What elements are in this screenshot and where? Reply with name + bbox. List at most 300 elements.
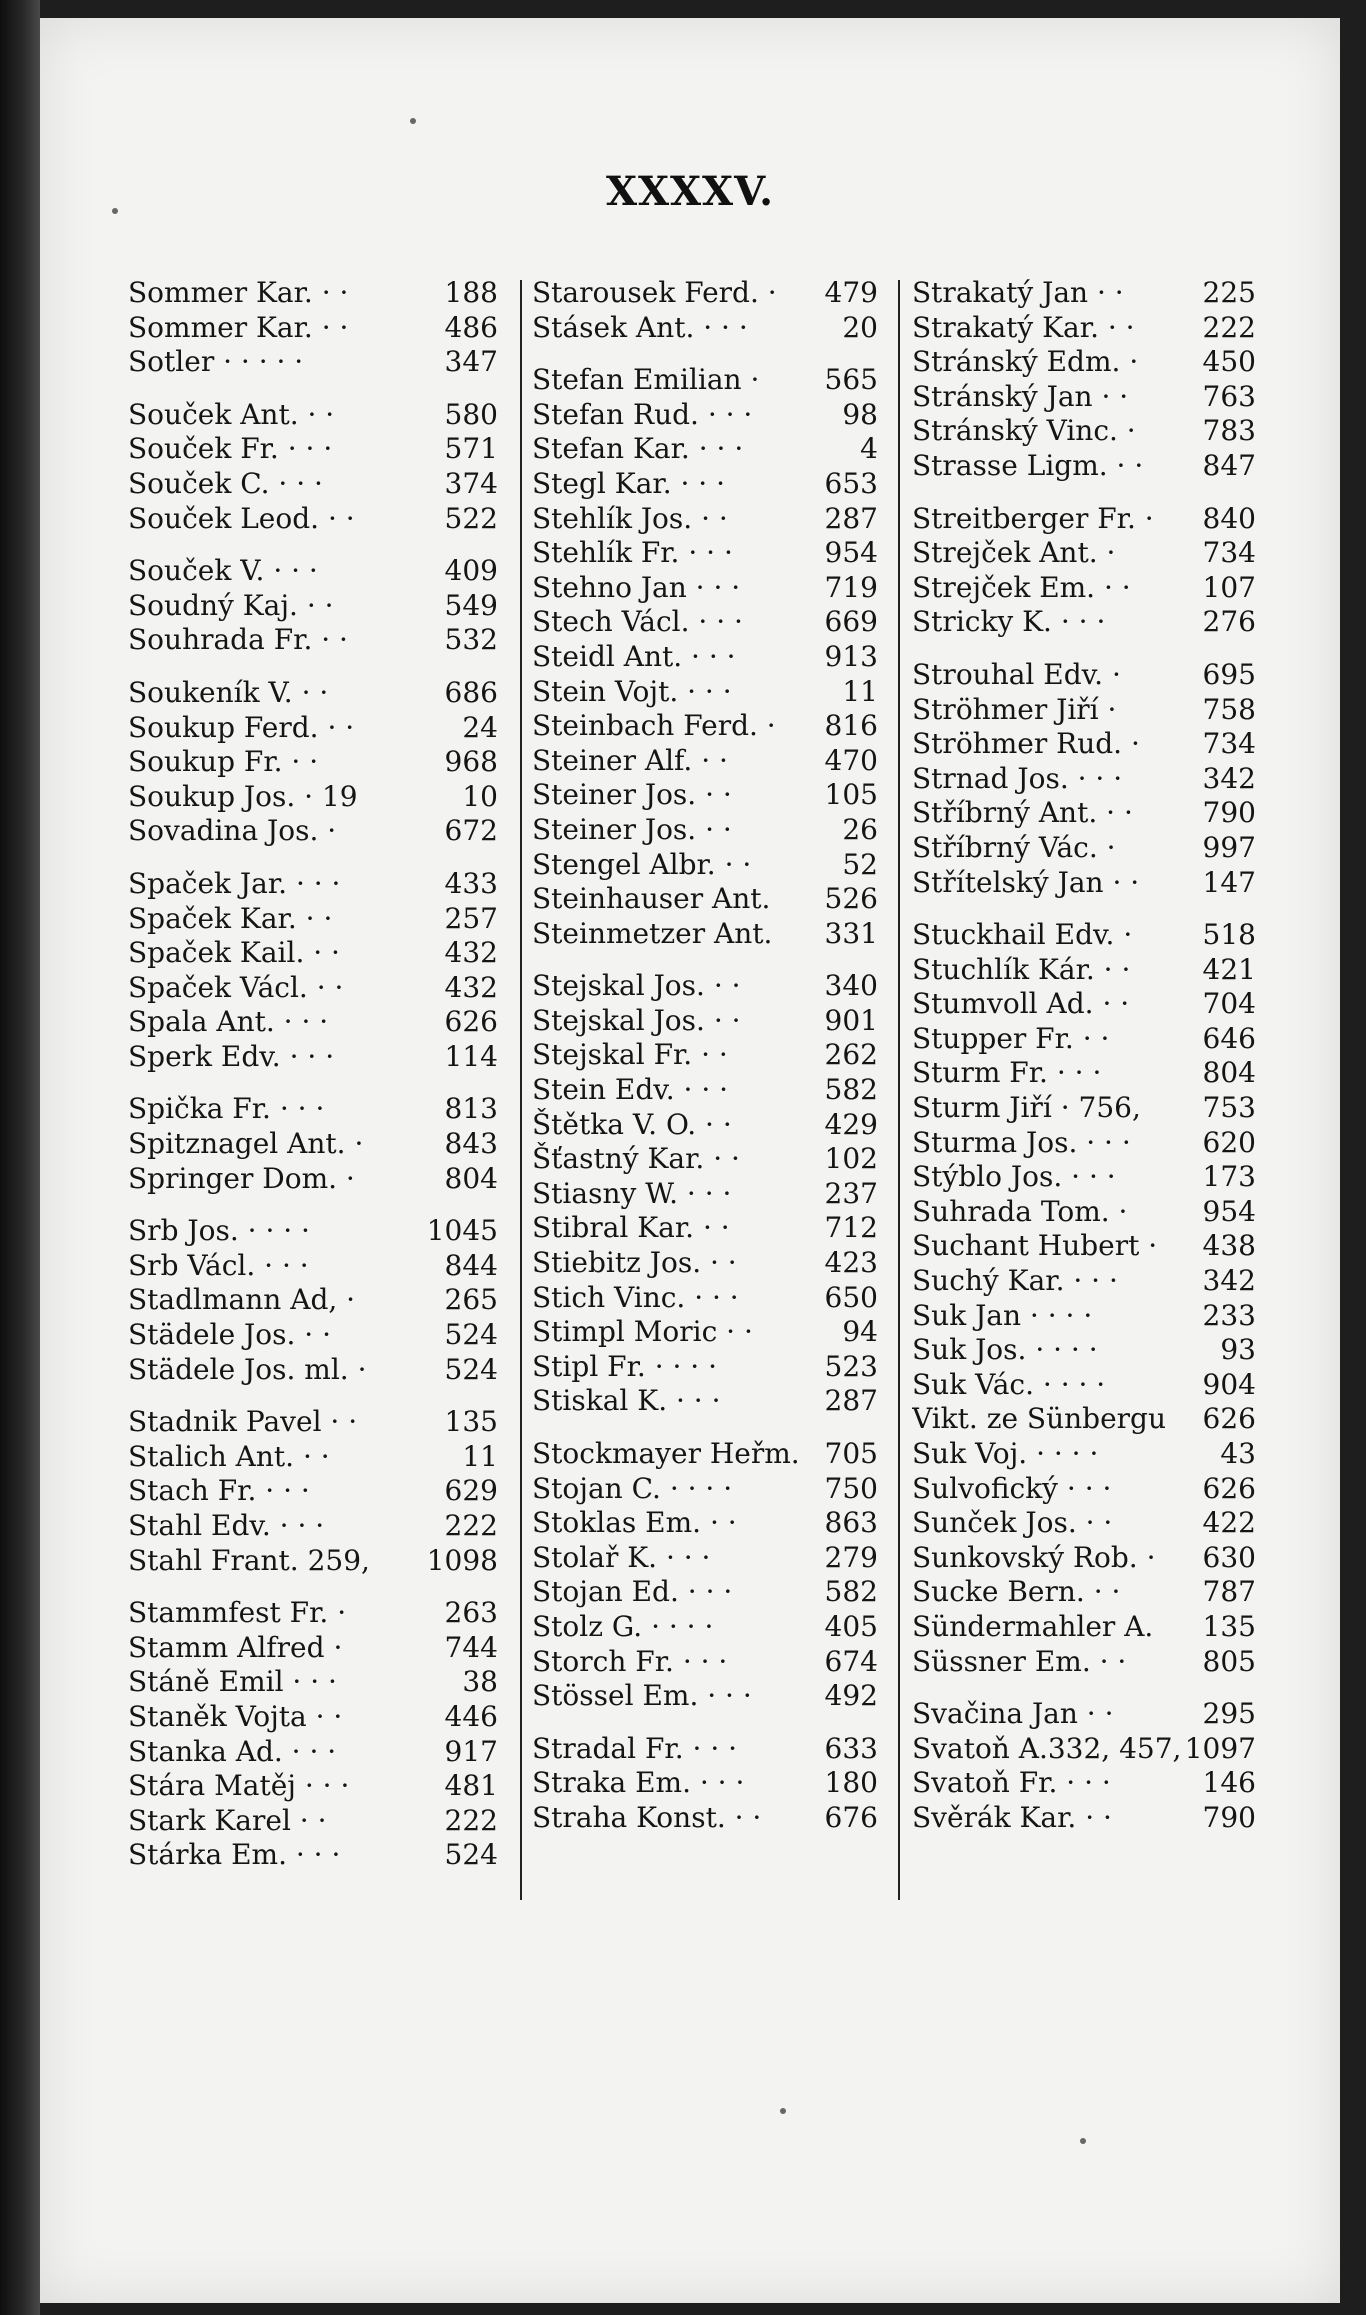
index-entry	[912, 311, 1256, 346]
entry-page-number: 674	[824, 1644, 878, 1678]
index-entry	[912, 502, 1256, 537]
index-entry	[912, 1506, 1256, 1541]
index-entry	[912, 658, 1256, 693]
entry-page-number: 524	[444, 1352, 498, 1386]
index-entry	[912, 1091, 1256, 1126]
entry-name: Spaček Václ. · ·	[128, 970, 344, 1004]
entry-name: Sündermahler A.	[912, 1609, 1154, 1643]
entry-name: Stefan Kar. · · ·	[532, 432, 744, 466]
entry-page-number: 340	[824, 969, 878, 1003]
entry-name: Svatoň A.332, 457,	[912, 1731, 1182, 1765]
entry-page-number: 719	[824, 570, 878, 604]
entry-name: Strejček Ant. ·	[912, 536, 1116, 570]
index-entry	[128, 1127, 498, 1162]
entry-name: Staněk Vojta · ·	[128, 1699, 343, 1733]
entry-name: Stark Karel · ·	[128, 1803, 327, 1837]
index-entry	[128, 1405, 498, 1440]
page	[40, 18, 1340, 2303]
entry-page-number: 446	[444, 1699, 498, 1733]
paper-speck	[780, 2108, 786, 2114]
index-entry	[128, 814, 498, 849]
entry-page-number: 653	[824, 466, 878, 500]
entry-page-number: 26	[842, 812, 878, 846]
entry-page-number: 10	[462, 779, 498, 813]
entry-page-number: 409	[444, 554, 498, 588]
index-entry	[128, 1440, 498, 1475]
index-entry	[128, 676, 498, 711]
index-entry	[128, 867, 498, 902]
entry-name: Sucke Bern. · ·	[912, 1575, 1121, 1609]
index-entry	[128, 1665, 498, 1700]
index-entry	[128, 1092, 498, 1127]
entry-name: Stadnik Pavel · ·	[128, 1405, 358, 1439]
entry-name: Stránský Vinc. ·	[912, 414, 1136, 448]
entry-page-number: 904	[1202, 1367, 1256, 1401]
index-entry	[912, 1541, 1256, 1576]
entry-name: Sperk Edv. · · ·	[128, 1039, 335, 1073]
entry-name: Stimpl Moric · ·	[532, 1315, 753, 1349]
entry-name: Ströhmer Jiří ·	[912, 692, 1117, 726]
entry-page-number: 423	[824, 1246, 878, 1280]
entry-page-number: 646	[1202, 1021, 1256, 1055]
entry-page-number: 744	[444, 1630, 498, 1664]
index-entry	[912, 345, 1256, 380]
entry-page-number: 257	[444, 901, 498, 935]
entry-name: Steiner Jos. · ·	[532, 778, 732, 812]
entry-name: Souček V. · · ·	[128, 554, 318, 588]
entry-name: Stricky K. · · ·	[912, 605, 1106, 639]
entry-page-number: 222	[444, 1509, 498, 1542]
index-entry	[912, 796, 1256, 831]
entry-name: Suk Jos. · · · ·	[912, 1333, 1098, 1367]
index-entry	[532, 1801, 878, 1836]
index-entry	[532, 1350, 878, 1385]
index-entry	[912, 414, 1256, 449]
entry-page-number: 225	[1202, 276, 1256, 309]
entry-name: Stamm Alfred ·	[128, 1630, 343, 1664]
entry-page-number: 135	[1202, 1609, 1256, 1643]
index-entry	[128, 1162, 498, 1197]
entry-name: Süssner Em. · ·	[912, 1644, 1127, 1678]
entry-name: Srb Václ. · · ·	[128, 1248, 309, 1282]
entry-page-number: 422	[1202, 1506, 1256, 1540]
index-entry	[532, 640, 878, 675]
entry-page-number: 287	[824, 501, 878, 535]
index-entry	[532, 1142, 878, 1177]
entry-page-number: 901	[824, 1003, 878, 1037]
index-entry	[128, 311, 498, 346]
entry-page-number: 432	[444, 970, 498, 1004]
index-entry	[532, 1541, 878, 1576]
entry-page-number: 626	[444, 1005, 498, 1039]
entry-name: Stránský Edm. ·	[912, 345, 1139, 379]
entry-name: Stefan Emilian ·	[532, 363, 760, 397]
entry-name: Sotler · · · · ·	[128, 345, 304, 379]
index-entry	[532, 1211, 878, 1246]
index-entry	[532, 467, 878, 502]
entry-name: Strakatý Jan · ·	[912, 276, 1124, 309]
entry-page-number: 847	[1202, 448, 1256, 482]
entry-name: Stengel Albr. · ·	[532, 847, 752, 881]
index-entry	[912, 605, 1256, 640]
entry-page-number: 526	[824, 882, 878, 916]
entry-name: Suk Vác. · · · ·	[912, 1367, 1106, 1401]
entry-page-number: 98	[842, 397, 878, 431]
index-entry	[532, 1679, 878, 1714]
index-entry	[128, 1214, 498, 1249]
entry-name: Stásek Ant. · · ·	[532, 310, 748, 344]
entry-page-number: 816	[824, 709, 878, 743]
entry-name: Stehno Jan · · ·	[532, 570, 741, 604]
entry-page-number: 486	[444, 310, 498, 344]
index-entry	[532, 311, 878, 346]
entry-page-number: 4	[860, 432, 878, 466]
index-entry	[912, 1610, 1256, 1645]
index-entry	[532, 882, 878, 917]
index-entry	[128, 1318, 498, 1353]
entry-page-number: 93	[1220, 1333, 1256, 1367]
entry-name: Stejskal Fr. · ·	[532, 1038, 728, 1072]
entry-name: Souček Fr. · · ·	[128, 432, 333, 466]
entry-page-number: 582	[824, 1073, 878, 1107]
entry-page-number: 479	[824, 276, 878, 309]
entry-page-number: 518	[1202, 918, 1256, 952]
index-entry	[912, 1402, 1256, 1437]
entry-page-number: 626	[1202, 1471, 1256, 1505]
index-entry	[128, 711, 498, 746]
entry-page-number: 954	[1202, 1194, 1256, 1228]
entry-name: Spitznagel Ant. ·	[128, 1127, 364, 1161]
entry-page-number: 650	[824, 1280, 878, 1314]
index-entry	[532, 1246, 878, 1281]
entry-name: Sturm Fr. · · ·	[912, 1056, 1102, 1090]
entry-page-number: 522	[444, 501, 498, 535]
entry-name: Strnad Jos. · · ·	[912, 761, 1123, 795]
entry-page-number: 629	[444, 1474, 498, 1508]
index-entry	[532, 744, 878, 779]
index-entry	[912, 276, 1256, 311]
entry-name: Stříbrný Ant. · ·	[912, 796, 1133, 830]
entry-page-number: 11	[462, 1439, 498, 1473]
entry-name: Städele Jos. · ·	[128, 1318, 331, 1352]
index-entry	[532, 709, 878, 744]
index-entry	[532, 1472, 878, 1507]
paper-speck	[410, 118, 416, 124]
index-entry	[128, 554, 498, 589]
index-entry	[912, 1368, 1256, 1403]
index-entry	[532, 432, 878, 467]
index-column-3	[912, 276, 1256, 1836]
entry-name: Steinhauser Ant.	[532, 882, 771, 916]
index-entry	[532, 917, 878, 952]
index-entry	[912, 1645, 1256, 1680]
entry-page-number: 954	[824, 536, 878, 570]
entry-page-number: 265	[444, 1283, 498, 1317]
index-entry	[912, 953, 1256, 988]
entry-page-number: 429	[824, 1107, 878, 1141]
index-entry	[128, 745, 498, 780]
index-entry	[912, 1472, 1256, 1507]
entry-page-number: 805	[1202, 1644, 1256, 1678]
entry-page-number: 630	[1202, 1540, 1256, 1574]
entry-name: Štětka V. O. · ·	[532, 1107, 732, 1141]
entry-name: Stejskal Jos. · ·	[532, 969, 741, 1003]
entry-name: Stáně Emil · · ·	[128, 1665, 337, 1699]
index-entry	[912, 831, 1256, 866]
entry-page-number: 188	[444, 276, 498, 309]
index-entry	[128, 623, 498, 658]
entry-page-number: 704	[1202, 987, 1256, 1021]
entry-page-number: 94	[842, 1315, 878, 1349]
entry-name: Städele Jos. ml. ·	[128, 1352, 367, 1386]
entry-name: Soudný Kaj. · ·	[128, 588, 334, 622]
entry-name: Svěrák Kar. · ·	[912, 1800, 1112, 1834]
index-entry	[532, 1073, 878, 1108]
entry-name: Stradal Fr. · · ·	[532, 1731, 738, 1765]
entry-name: Stadlmann Ad, ·	[128, 1283, 356, 1317]
entry-name: Spaček Kail. · ·	[128, 936, 340, 970]
entry-name: Stein Edv. · · ·	[532, 1073, 729, 1107]
entry-page-number: 38	[462, 1665, 498, 1699]
entry-page-number: 582	[824, 1575, 878, 1609]
entry-page-number: 52	[842, 847, 878, 881]
entry-name: Stipl Fr. · · · ·	[532, 1349, 718, 1383]
entry-name: Soukeník V. · ·	[128, 675, 329, 709]
entry-name: Sovadina Jos. ·	[128, 814, 337, 848]
entry-page-number: 523	[824, 1349, 878, 1383]
entry-page-number: 804	[1202, 1056, 1256, 1090]
index-entry	[128, 398, 498, 433]
entry-name: Spaček Kar. · ·	[128, 901, 333, 935]
entry-page-number: 233	[1202, 1298, 1256, 1332]
index-entry	[128, 902, 498, 937]
entry-name: Stehlík Jos. · ·	[532, 501, 728, 535]
index-entry	[912, 536, 1256, 571]
entry-page-number: 237	[824, 1176, 878, 1210]
entry-page-number: 295	[1202, 1697, 1256, 1731]
entry-name: Stich Vinc. · · ·	[532, 1280, 739, 1314]
entry-name: Stára Matěj · · ·	[128, 1769, 350, 1803]
entry-page-number: 1097	[1184, 1731, 1256, 1765]
index-entry	[128, 432, 498, 467]
entry-name: Svatoň Fr. · · ·	[912, 1766, 1111, 1800]
index-entry	[532, 1004, 878, 1039]
entry-page-number: 524	[444, 1838, 498, 1872]
entry-name: Stárka Em. · · ·	[128, 1838, 341, 1872]
entry-name: Stefan Rud. · · ·	[532, 397, 753, 431]
entry-name: Sulvofický · · ·	[912, 1471, 1112, 1505]
entry-name: Stein Vojt. · · ·	[532, 674, 732, 708]
entry-page-number: 450	[1202, 345, 1256, 379]
entry-name: Stojan Ed. · · ·	[532, 1575, 733, 1609]
entry-name: Streitberger Fr. ·	[912, 501, 1154, 535]
entry-page-number: 492	[824, 1679, 878, 1713]
index-entry	[532, 848, 878, 883]
entry-name: Stýblo Jos. · · ·	[912, 1160, 1116, 1194]
entry-page-number: 331	[824, 916, 878, 950]
index-entry	[128, 936, 498, 971]
entry-name: Starousek Ferd. ·	[532, 276, 777, 309]
entry-name: Storch Fr. · · ·	[532, 1644, 728, 1678]
entry-name: Sommer Kar. · ·	[128, 310, 349, 344]
entry-page-number: 146	[1202, 1766, 1256, 1800]
entry-page-number: 763	[1202, 379, 1256, 413]
entry-page-number: 263	[444, 1596, 498, 1630]
entry-page-number: 758	[1202, 692, 1256, 726]
entry-page-number: 287	[824, 1384, 878, 1418]
entry-page-number: 804	[444, 1161, 498, 1195]
index-entry	[912, 918, 1256, 953]
entry-name: Souček C. · · ·	[128, 466, 323, 500]
index-entry	[128, 1509, 498, 1544]
entry-name: Stalich Ant. · ·	[128, 1439, 330, 1473]
entry-name: Stiskal K. · · ·	[532, 1384, 721, 1418]
index-entry	[912, 1766, 1256, 1801]
entry-page-number: 712	[824, 1211, 878, 1245]
entry-page-number: 1098	[426, 1543, 498, 1577]
index-entry	[128, 589, 498, 624]
index-entry	[532, 1281, 878, 1316]
entry-page-number: 790	[1202, 1800, 1256, 1834]
entry-page-number: 43	[1220, 1437, 1256, 1470]
index-entry	[128, 1544, 498, 1579]
entry-page-number: 433	[444, 866, 498, 900]
entry-name: Stammfest Fr. ·	[128, 1596, 347, 1630]
entry-page-number: 470	[824, 743, 878, 777]
index-entry	[128, 1700, 498, 1735]
entry-name: Stolz G. · · · ·	[532, 1609, 714, 1643]
index-entry	[128, 502, 498, 537]
page-header: XXXXV.	[605, 168, 775, 215]
entry-name: Souhrada Fr. · ·	[128, 623, 348, 657]
entry-page-number: 750	[824, 1471, 878, 1505]
index-entry	[128, 1631, 498, 1666]
index-entry	[532, 675, 878, 710]
entry-name: Steidl Ant. · · ·	[532, 639, 736, 673]
entry-name: Stříbrný Vác. ·	[912, 830, 1116, 864]
index-entry	[912, 987, 1256, 1022]
index-entry	[128, 276, 498, 311]
index-entry	[532, 1384, 878, 1419]
index-entry	[532, 1766, 878, 1801]
entry-name: Stolař K. · · ·	[532, 1540, 711, 1574]
entry-name: Vikt. ze Sünbergu	[912, 1402, 1167, 1436]
index-entry	[912, 1299, 1256, 1334]
entry-page-number: 421	[1202, 952, 1256, 986]
entry-name: Souček Leod. · ·	[128, 501, 355, 535]
entry-name: Sunkovský Rob. ·	[912, 1540, 1156, 1574]
entry-page-number: 843	[444, 1127, 498, 1161]
index-column-2	[532, 276, 878, 1836]
index-entry	[532, 1610, 878, 1645]
entry-name: Spička Fr. · · ·	[128, 1092, 325, 1126]
index-entry	[912, 1801, 1256, 1836]
index-entry	[912, 1697, 1256, 1732]
index-entry	[128, 1040, 498, 1075]
index-entry	[128, 1838, 498, 1873]
entry-name: Stockmayer Heřm.	[532, 1437, 800, 1470]
entry-name: Stiebitz Jos. · ·	[532, 1246, 737, 1280]
entry-page-number: 532	[444, 623, 498, 657]
index-entry	[128, 1735, 498, 1770]
index-entry	[912, 762, 1256, 797]
entry-name: Stoklas Em. · ·	[532, 1506, 737, 1540]
entry-name: Ströhmer Rud. ·	[912, 727, 1140, 761]
index-entry	[532, 1177, 878, 1212]
entry-page-number: 997	[1202, 830, 1256, 864]
index-entry	[912, 1229, 1256, 1264]
entry-page-number: 695	[1202, 657, 1256, 691]
entry-page-number: 571	[444, 432, 498, 466]
entry-page-number: 790	[1202, 796, 1256, 830]
entry-name: Steiner Jos. · ·	[532, 812, 732, 846]
index-entry	[532, 571, 878, 606]
entry-name: Sturma Jos. · · ·	[912, 1125, 1131, 1159]
entry-name: Svačina Jan · ·	[912, 1697, 1114, 1731]
entry-page-number: 222	[1202, 310, 1256, 344]
entry-name: Sturm Jiří · 756,	[912, 1091, 1141, 1125]
entry-page-number: 114	[444, 1039, 498, 1073]
entry-page-number: 705	[824, 1437, 878, 1470]
entry-page-number: 565	[824, 363, 878, 397]
entry-page-number: 968	[444, 745, 498, 779]
index-entry	[912, 449, 1256, 484]
index-entry	[532, 1108, 878, 1143]
entry-name: Stránský Jan · ·	[912, 379, 1129, 413]
entry-page-number: 279	[824, 1540, 878, 1574]
index-entry	[532, 1645, 878, 1680]
index-entry	[128, 1474, 498, 1509]
paper-speck	[112, 208, 118, 214]
entry-page-number: 180	[824, 1766, 878, 1800]
entry-name: Steinmetzer Ant.	[532, 916, 773, 950]
entry-name: Stahl Frant. 259,	[128, 1543, 370, 1577]
index-entry	[912, 1264, 1256, 1299]
entry-name: Stupper Fr. · ·	[912, 1021, 1110, 1055]
entry-name: Straka Em. · · ·	[532, 1766, 745, 1800]
entry-name: Stejskal Jos. · ·	[532, 1003, 741, 1037]
index-entry	[912, 1126, 1256, 1161]
index-entry	[912, 727, 1256, 762]
index-entry	[128, 1283, 498, 1318]
index-entry	[532, 1575, 878, 1610]
index-entry	[532, 502, 878, 537]
index-entry	[912, 1333, 1256, 1368]
entry-name: Stiasny W. · · ·	[532, 1176, 732, 1210]
entry-page-number: 734	[1202, 536, 1256, 570]
entry-name: Stech Václ. · · ·	[532, 605, 743, 639]
entry-name: Srb Jos. · · · ·	[128, 1214, 310, 1248]
entry-page-number: 620	[1202, 1125, 1256, 1159]
entry-name: Stehlík Fr. · · ·	[532, 536, 733, 570]
entry-name: Stuchlík Kár. · ·	[912, 952, 1131, 986]
entry-name: Strejček Em. · ·	[912, 570, 1131, 604]
entry-name: Strakatý Kar. · ·	[912, 310, 1135, 344]
entry-page-number: 135	[444, 1405, 498, 1439]
entry-page-number: 342	[1202, 1264, 1256, 1298]
index-entry	[128, 1804, 498, 1839]
entry-page-number: 438	[1202, 1229, 1256, 1263]
entry-page-number: 20	[842, 310, 878, 344]
index-entry	[128, 467, 498, 502]
index-entry	[912, 693, 1256, 728]
entry-name: Suchý Kar. · · ·	[912, 1264, 1118, 1298]
entry-name: Stumvoll Ad. · ·	[912, 987, 1130, 1021]
index-entry	[128, 1353, 498, 1388]
entry-name: Stegl Kar. · · ·	[532, 466, 726, 500]
entry-name: Střítelský Jan · ·	[912, 865, 1140, 899]
index-entry	[128, 971, 498, 1006]
